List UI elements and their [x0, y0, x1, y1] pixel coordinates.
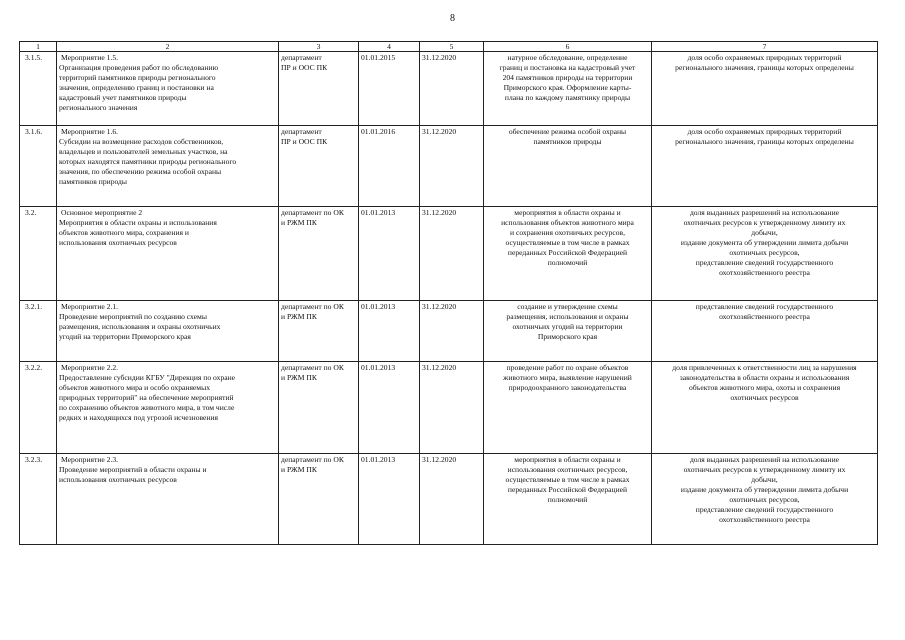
activity-title: Основное мероприятие 2 [61, 208, 143, 217]
start-date-cell: 01.01.2013 [359, 362, 420, 454]
indicator-cell: доля особо охраняемых природных территорий регионального значения, границы которых определены [652, 126, 878, 207]
expected-result-cell: мероприятия в области охраны и использования объектов животного мира и сохранения охотничьих ресурсов, осуществляемые в том числе в рамках переданных Российской Федерацией полномочий [484, 207, 652, 301]
indicator-cell: доля особо охраняемых природных территорий регионального значения, границы которых определены [652, 52, 878, 126]
row-number: 3.2. [20, 207, 57, 301]
row-number: 3.1.6. [20, 126, 57, 207]
end-date-cell: 31.12.2020 [420, 52, 484, 126]
expected-result-cell: натурное обследование, определение границ и постановка на кадастровый учет 204 памятников природы на территории Приморского края. Оформление карты- плана по каждому памятнику природы [484, 52, 652, 126]
end-date-cell: 31.12.2020 [420, 207, 484, 301]
activity-cell [57, 52, 279, 126]
activity-description: Проведение мероприятий по созданию схемы размещения, использования и охраны охотничьих угодий на территории Приморского края [59, 312, 221, 341]
row-number: 3.2.3. [20, 454, 57, 545]
end-date-cell: 31.12.2020 [420, 454, 484, 545]
start-date-cell: 01.01.2016 [359, 126, 420, 207]
indicator-cell: доля выданных разрешений на использование охотничьих ресурсов к утвержденному лимиту их добычи, издание документа об утверждении лимита добычи охотничьих ресурсов, представление сведений государственного охотхозяйственного реестра [652, 207, 878, 301]
activity-cell [57, 126, 279, 207]
activity-cell [57, 362, 279, 454]
activity-title: Мероприятие 2.1. [61, 302, 119, 311]
program-activities-table [19, 41, 878, 545]
column-header: 6 [484, 42, 652, 52]
table-row [20, 362, 878, 454]
executor-cell: департамент по ОК и РЖМ ПК [279, 362, 359, 454]
expected-result-cell: создание и утверждение схемы размещения, использования и охраны охотничьих угодий на территории Приморского края [484, 301, 652, 362]
start-date-cell: 01.01.2015 [359, 52, 420, 126]
start-date-cell: 01.01.2013 [359, 207, 420, 301]
indicator-cell: доля привлеченных к ответственности лиц за нарушения законодательства в области охраны и использования объектов животного мира, охоты и сохранения охотничьих ресурсов [652, 362, 878, 454]
table-row [20, 126, 878, 207]
indicator-cell: доля выданных разрешений на использование охотничьих ресурсов к утвержденному лимиту их добычи, издание документа об утверждении лимита добычи охотничьих ресурсов, представление сведений государственного охотхозяйственного реестра [652, 454, 878, 545]
activity-title: Мероприятие 2.3. [61, 455, 119, 464]
column-header: 2 [57, 42, 279, 52]
executor-cell: департамент ПР и ООС ПК [279, 52, 359, 126]
activity-title: Мероприятие 2.2. [61, 363, 119, 372]
table-row [20, 454, 878, 545]
activity-cell [57, 207, 279, 301]
executor-cell: департамент по ОК и РЖМ ПК [279, 207, 359, 301]
table-row [20, 301, 878, 362]
table-header-row [20, 42, 878, 52]
column-header: 1 [20, 42, 57, 52]
activity-description: Мероприятия в области охраны и использования объектов животного мира, сохранения и использования охотничьих ресурсов [59, 218, 217, 247]
activity-description: Предоставление субсидии КГБУ "Дирекция по охране объектов животного мира и особо охраняемых природных территорий" на обеспечение мероприятий по сохранению объектов животного мира, в том числе редких и находящихся под угрозой исчезновения [59, 373, 236, 422]
expected-result-cell: мероприятия в области охраны и использования охотничьих ресурсов, осуществляемые в том числе в рамках переданных Российской Федерацией полномочий [484, 454, 652, 545]
activity-cell [57, 454, 279, 545]
indicator-cell: представление сведений государственного охотхозяйственного реестра [652, 301, 878, 362]
row-number: 3.2.1. [20, 301, 57, 362]
expected-result-cell: проведение работ по охране объектов животного мира, выявление нарушений природоохранного законодательства [484, 362, 652, 454]
executor-cell: департамент ПР и ООС ПК [279, 126, 359, 207]
executor-cell: департамент по ОК и РЖМ ПК [279, 454, 359, 545]
column-header: 5 [420, 42, 484, 52]
table-row [20, 207, 878, 301]
activity-title: Мероприятие 1.5. [61, 53, 119, 62]
expected-result-cell: обеспечение режима особой охраны памятников природы [484, 126, 652, 207]
column-header: 3 [279, 42, 359, 52]
row-number: 3.2.2. [20, 362, 57, 454]
start-date-cell: 01.01.2013 [359, 454, 420, 545]
column-header: 4 [359, 42, 420, 52]
activity-cell [57, 301, 279, 362]
end-date-cell: 31.12.2020 [420, 126, 484, 207]
page-number: 8 [450, 13, 455, 24]
activity-description: Субсидии на возмещение расходов собственников, владельцев и пользователей земельных участков, на которых находятся памятники природы регионального значения, по обеспечению режима особой охраны памятников природы [59, 137, 237, 186]
start-date-cell: 01.01.2013 [359, 301, 420, 362]
executor-cell: департамент по ОК и РЖМ ПК [279, 301, 359, 362]
table-row [20, 52, 878, 126]
row-number: 3.1.5. [20, 52, 57, 126]
end-date-cell: 31.12.2020 [420, 301, 484, 362]
activity-description: Организация проведения работ по обследованию территорий памятников природы регионального значения, определению границ и постановки на кадастровый учет памятников природы регионального значения [59, 63, 219, 112]
column-header: 7 [652, 42, 878, 52]
end-date-cell: 31.12.2020 [420, 362, 484, 454]
activity-title: Мероприятие 1.6. [61, 127, 119, 136]
activity-description: Проведение мероприятий в области охраны и использования охотничьих ресурсов [59, 465, 207, 484]
